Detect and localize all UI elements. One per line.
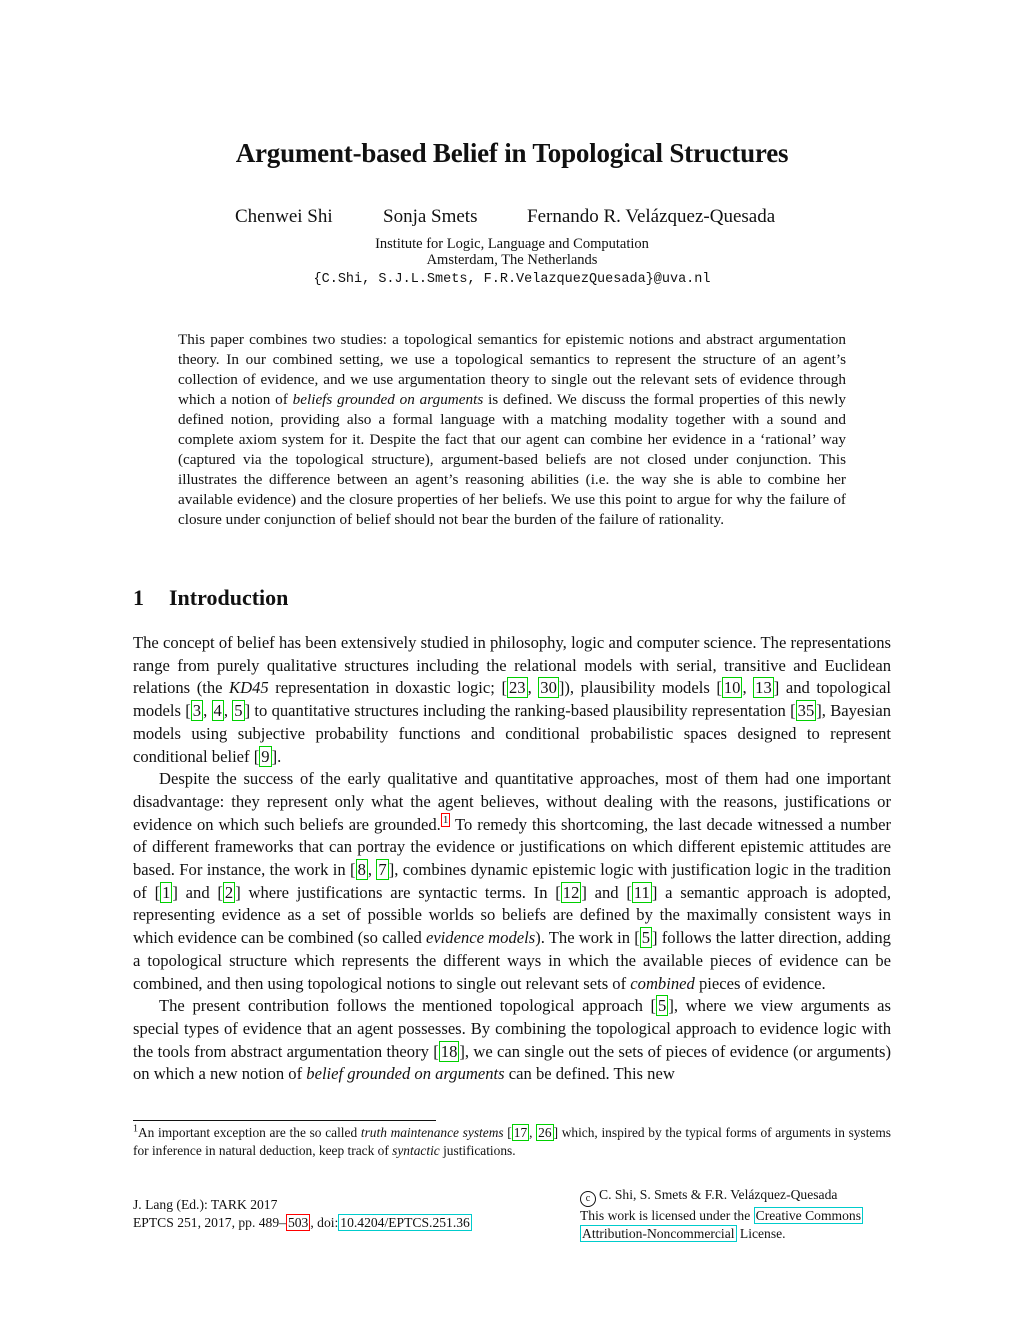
paragraph: The concept of belief has been extensively studied in philosophy, logic and computer science. The representations range from purely qualitative structures including the relational models with serial, transitive and Euclidean relations (the KD45 representation in doxastic logic; [ 23 , 30 ]), plausibility models [ 10 , 13 ] and topological models [ 3 , 4 , 5 ] to quantitative structures including the ranking-based plausibility representation [ 35 ], Bayesian models using subjective probability functions and conditional probabilistic spaces designed to represent conditional belief [ 9 ]. xyxy=(133,633,892,766)
license-link[interactable]: Creative Commons xyxy=(755,1208,862,1223)
section-number: 1 xyxy=(133,585,144,610)
citation-link[interactable]: 17 xyxy=(513,1125,528,1140)
citation-link[interactable]: 5 xyxy=(234,701,243,721)
citation-link[interactable]: 5 xyxy=(658,996,667,1016)
footnote-number: 1 xyxy=(133,1123,138,1135)
citation-link[interactable]: 23 xyxy=(508,678,526,698)
section-heading xyxy=(133,585,288,611)
paragraph: The present contribution follows the mentioned topological approach [ 5 ], where we view arguments as special types of evidence that an agent possesses. By combining the topological approach to evidence logic with the tools from abstract argumentation theory [ 18 ], we can single out the sets of pieces of evidence (or arguments) on which a new notion of belief grounded on arguments can be defined. This new xyxy=(133,996,892,1084)
citation-link[interactable]: 2 xyxy=(224,882,234,902)
emphasis-kd45: KD45 xyxy=(229,678,269,698)
emphasis: combined xyxy=(630,973,695,993)
citation-link[interactable]: 26 xyxy=(538,1125,552,1140)
citation-link[interactable]: 3 xyxy=(192,701,202,721)
license-link[interactable]: Attribution-Noncommercial xyxy=(582,1226,735,1241)
affiliation-line: Amsterdam, The Netherlands xyxy=(426,252,598,268)
citation-link[interactable]: 35 xyxy=(797,701,815,721)
abstract-emphasis: beliefs grounded on arguments xyxy=(292,391,484,408)
section-title: Introduction xyxy=(169,585,289,610)
copyright-line: c C. Shi, S. Smets & F.R. Velázquez-Quesada xyxy=(580,1186,900,1207)
citation-link[interactable]: 7 xyxy=(378,860,387,880)
citation-link[interactable]: 12 xyxy=(562,882,580,902)
citation-link[interactable]: 9 xyxy=(261,746,270,766)
citation-link[interactable]: 5 xyxy=(641,928,651,948)
author-name: Chenwei Shi xyxy=(235,206,333,227)
license-line: This work is licensed under the Creative Commons xyxy=(580,1208,862,1223)
eptcs-line: EPTCS 251, 2017, pp. 489– 503 , doi: 10.4204/EPTCS.251.36 xyxy=(133,1215,470,1230)
affiliation-line: Institute for Logic, Language and Computation xyxy=(375,236,649,252)
license-line: Attribution-Noncommercial License. xyxy=(582,1226,786,1241)
abstract xyxy=(178,330,846,530)
footnote: $^1$An important exception are the so called truth maintenance systems [ 17 , 26 ] which, inspired by the typical forms of arguments in systems for inference in natural deduction, keep track of syntactic justifications. xyxy=(133,1123,892,1158)
author-emails: {C.Shi, S.J.L.Smets, F.R.VelazquezQuesada}@uva.nl xyxy=(313,272,711,287)
citation-link[interactable]: 4 xyxy=(213,701,222,721)
paragraph: Despite the success of the early qualitative and quantitative approaches, most of them had one important disadvantage: they represent only what the agent believes, without dealing with the reasons, justifications or evidence on which such beliefs are grounded. $^1$ To remedy this shortcoming, the last decade witnessed a number of different frameworks that can portray the evidence or justifications on which different epistemic attitudes are based. For instance, the work in [ 8 , 7 ], combines dynamic epistemic logic with justification logic in the tradition of [ 1 ] and [ 2 ] where justifications are syntactic terms. In [ 12 ] and [ 11 ] a semantic approach is adopted, representing evidence as a set of possible worlds so beliefs are defined by the maximally consistent ways in which evidence can be combined (so called evidence models). The work in [ 5 ] follows the latter direction, adding a topological structure which represents the different ways in which the available pieces of evidence can be combined, and then using topological notions to single out relevant sets of combined pieces of evidence. xyxy=(133,769,892,993)
citation-link[interactable]: 13 xyxy=(755,678,772,698)
citation-link[interactable]: 18 xyxy=(440,1041,458,1061)
citation-link[interactable]: 11 xyxy=(633,882,650,902)
emphasis: syntactic xyxy=(392,1143,440,1158)
citation-link[interactable]: 1 xyxy=(162,882,171,902)
doi-link[interactable]: 10.4204/EPTCS.251.36 xyxy=(340,1215,470,1230)
body-text xyxy=(133,632,891,1086)
abstract-text: This paper combines two studies: a topological semantics for epistemic notions and abstract argumentation theory. In our combined setting, we use a topological semantics to represent the structure of an agent’s collection of evidence, and we use argumentation theory to single out the relevant sets of evidence through which a notion of xyxy=(178,331,846,408)
citation-link[interactable]: 10 xyxy=(723,678,741,698)
author-name: Sonja Smets xyxy=(383,206,478,227)
emphasis: evidence models xyxy=(425,928,536,948)
publication-info xyxy=(133,1196,472,1232)
citation-link[interactable]: 8 xyxy=(357,860,366,880)
author-name: Fernando R. Velázquez-Quesada xyxy=(527,206,776,227)
emphasis: truth maintenance systems xyxy=(360,1125,504,1140)
copyright-icon: c xyxy=(580,1191,596,1207)
citation-link[interactable]: 30 xyxy=(540,678,557,698)
paper-title: Argument-based Belief in Topological Structures xyxy=(235,138,789,168)
emphasis: belief grounded on arguments xyxy=(306,1064,505,1084)
editor-line: J. Lang (Ed.): TARK 2017 xyxy=(133,1197,278,1212)
last-page-link[interactable]: 503 xyxy=(287,1215,309,1230)
footnote-divider xyxy=(133,1120,436,1121)
abstract-text: is defined. We discuss the formal properties of this newly defined notion, providing also a formal language with a matching modality together with a sound and complete axiom system for it. Despite the fact that our agent can combine her evidence in a ‘rational’ way (captured via the topological structure), argument-based beliefs are not closed under conjunction. This illustrates the difference between an agent’s reasoning abilities (i.e. the way she is able to combine her available evidence) and the closure properties of her beliefs. We use this point to argue for why the failure of closure under conjunction of belief should not bear the burden of the failure of rationality. xyxy=(178,391,847,528)
footnote-link[interactable]: 1 xyxy=(442,814,449,827)
license-info xyxy=(580,1186,900,1243)
